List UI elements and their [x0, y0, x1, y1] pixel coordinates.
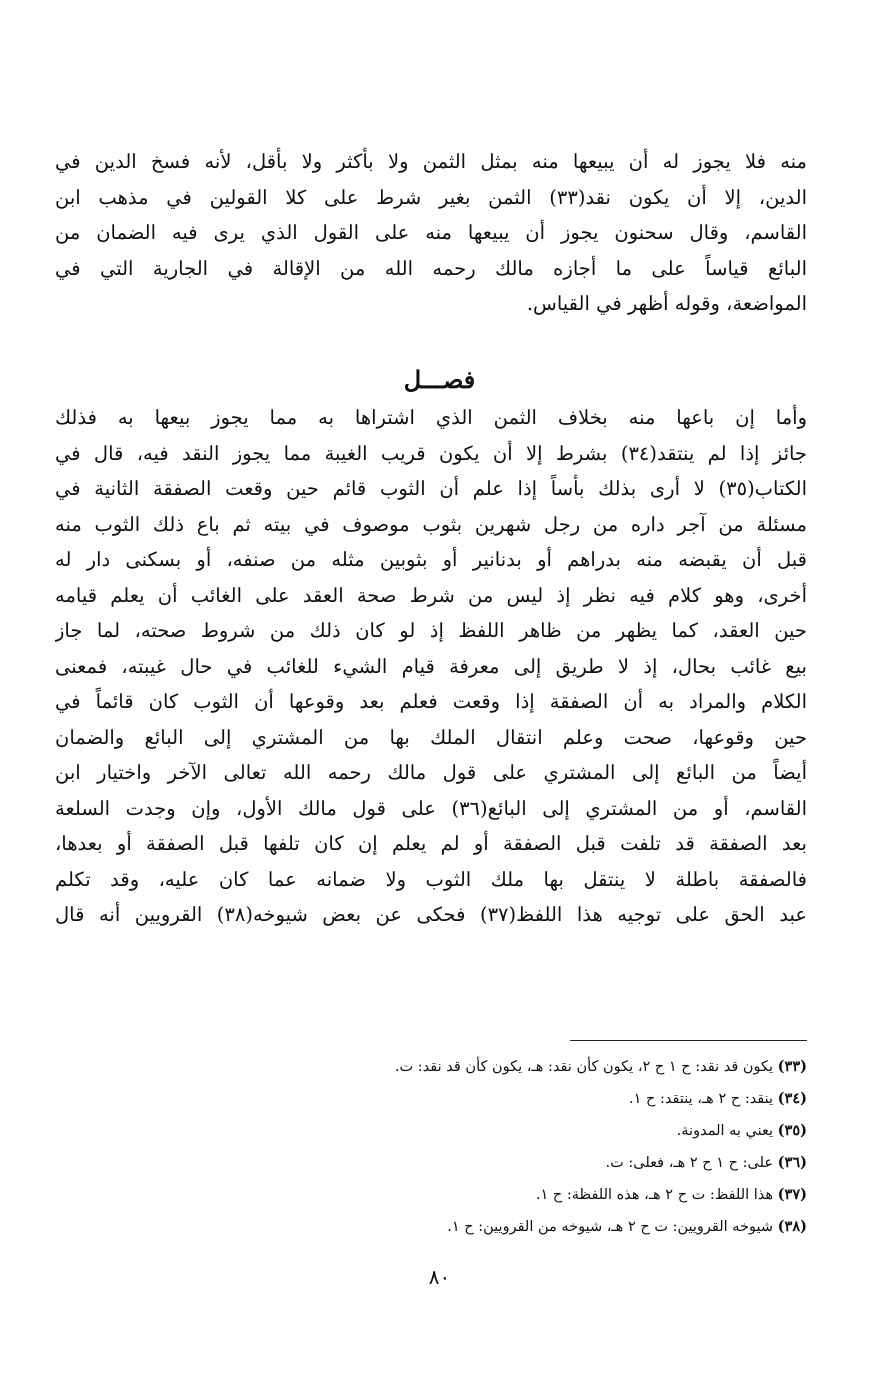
- footnotes: [200, 1051, 807, 1243]
- text-line: الكلام والمراد به أن الصفقة إذا وقعت فعلم بعد وقوعها أن الثوب كان قائماً في: [55, 690, 807, 713]
- text-line: بعد الصفقة قد تلفت قبل الصفقة أو لم يعلم إن كان تلفها قبل الصفقة أو بعدها،: [55, 832, 807, 855]
- footnote: [200, 1083, 807, 1115]
- footnote-divider: [570, 1040, 807, 1041]
- text-line: الدين، إلا أن يكون نقد(٣٣) الثمن بغير شرط على كلا القولين في مذهب ابن: [55, 185, 807, 209]
- text-line: قبل أن يقبضه منه بدراهم أو بدنانير أو بثوبين مثله من صنفه، أو بسكنى دار له: [55, 548, 807, 571]
- footnote-number: (٣٧): [777, 1186, 807, 1203]
- text-line: منه فلا يجوز له أن يبيعها منه بمثل الثمن ولا بأكثر ولا بأقل، لأنه فسخ الدين في: [55, 150, 807, 173]
- footnote-text: ينقد: ح ٢ هـ، ينتقد: ح ١.: [629, 1091, 774, 1107]
- footnote: [200, 1211, 807, 1243]
- footnote-text: يكون قد نقد: ح ١ ح ٢، يكون كأن نقد: هـ، يكون كأن قد نقد: ت.: [394, 1059, 774, 1075]
- footnote-text: شيوخه القرويين: ت ح ٢ هـ، شيوخه من القرويين: ح ١.: [447, 1219, 774, 1235]
- footnote-text: على: ح ١ ح ٢ هـ، فعلى: ت.: [605, 1155, 774, 1171]
- footnote: [200, 1115, 807, 1147]
- footnote-text: يعني به المدونة.: [676, 1123, 774, 1139]
- footnote-number: (٣٣): [777, 1058, 807, 1075]
- footnote-text: هذا اللفظ: ت ح ٢ هـ، هذه اللفظة: ح ١.: [535, 1187, 774, 1203]
- text-line: أيضاً من البائع إلى المشتري على قول مالك رحمه الله تعالى الآخر واختيار ابن: [55, 761, 807, 784]
- footnote: [200, 1147, 807, 1179]
- text-line: جائز إذا لم ينتقد(٣٤) بشرط إلا أن يكون قريب الغيبة مما يجوز النقد فيه، قال في: [55, 441, 807, 465]
- text-line: بيع غائب بحال، إذ لا طريق إلى معرفة قيام الشيء للغائب في حال غيبته، فمعنى: [55, 654, 807, 678]
- text-line: أخرى، وهو كلام فيه نظر إذ ليس من شرط صحة العقد على الغائب أن يعلم قيامه: [55, 583, 807, 607]
- footnote-number: (٣٥): [777, 1122, 807, 1139]
- page-number: ٨٠: [428, 1265, 451, 1289]
- paragraph-2: [55, 400, 807, 933]
- text-line: القاسم، وقال سحنون يجوز أن يبيعها منه على القول الذي يرى فيه الضمان من: [55, 221, 807, 244]
- text-line: المواضعة، وقوله أظهر في القياس.: [526, 292, 807, 315]
- text-line: الكتاب(٣٥) لا أرى بذلك بأساً إذا علم أن الثوب قائم حين وقعت الصفقة الثانية في: [55, 477, 807, 500]
- paragraph-1: [55, 144, 807, 322]
- text-line: فالصفقة باطلة لا ينتقل بها ملك الثوب ولا ضمانه عما كان عليه، وقد تكلم: [55, 867, 807, 891]
- text-line: البائع قياساً على ما أجازه مالك رحمه الله من الإقالة في الجارية التي في: [55, 256, 807, 280]
- text-line: القاسم، أو من المشتري إلى البائع(٣٦) على قول مالك الأول، وإن وجدت السلعة: [55, 796, 807, 820]
- footnote-number: (٣٦): [777, 1154, 807, 1171]
- footnote-number: (٣٨): [777, 1218, 807, 1235]
- text-line: حين العقد، كما يظهر من ظاهر اللفظ إذ لو كان ذلك من شروط صحته، لما جاز: [55, 619, 807, 642]
- section-heading: فصـــل: [403, 365, 476, 394]
- text-line: حين وقوعها، صحت وعلم انتقال الملك بها من المشتري إلى البائع والضمان: [55, 725, 807, 749]
- text-line: مسئلة من آجر داره من رجل شهرين بثوب موصوف في بيته ثم باع ذلك الثوب منه: [55, 512, 807, 536]
- footnote: [200, 1051, 807, 1083]
- text-line: عبد الحق على توجيه هذا اللفظ(٣٧) فحكى عن بعض شيوخه(٣٨) القرويين أنه قال: [55, 903, 807, 926]
- text-line: وأما إن باعها منه بخلاف الثمن الذي اشتراها به مما يجوز بيعها به فذلك: [55, 406, 807, 429]
- footnote: [200, 1179, 807, 1211]
- footnote-number: (٣٤): [777, 1090, 807, 1107]
